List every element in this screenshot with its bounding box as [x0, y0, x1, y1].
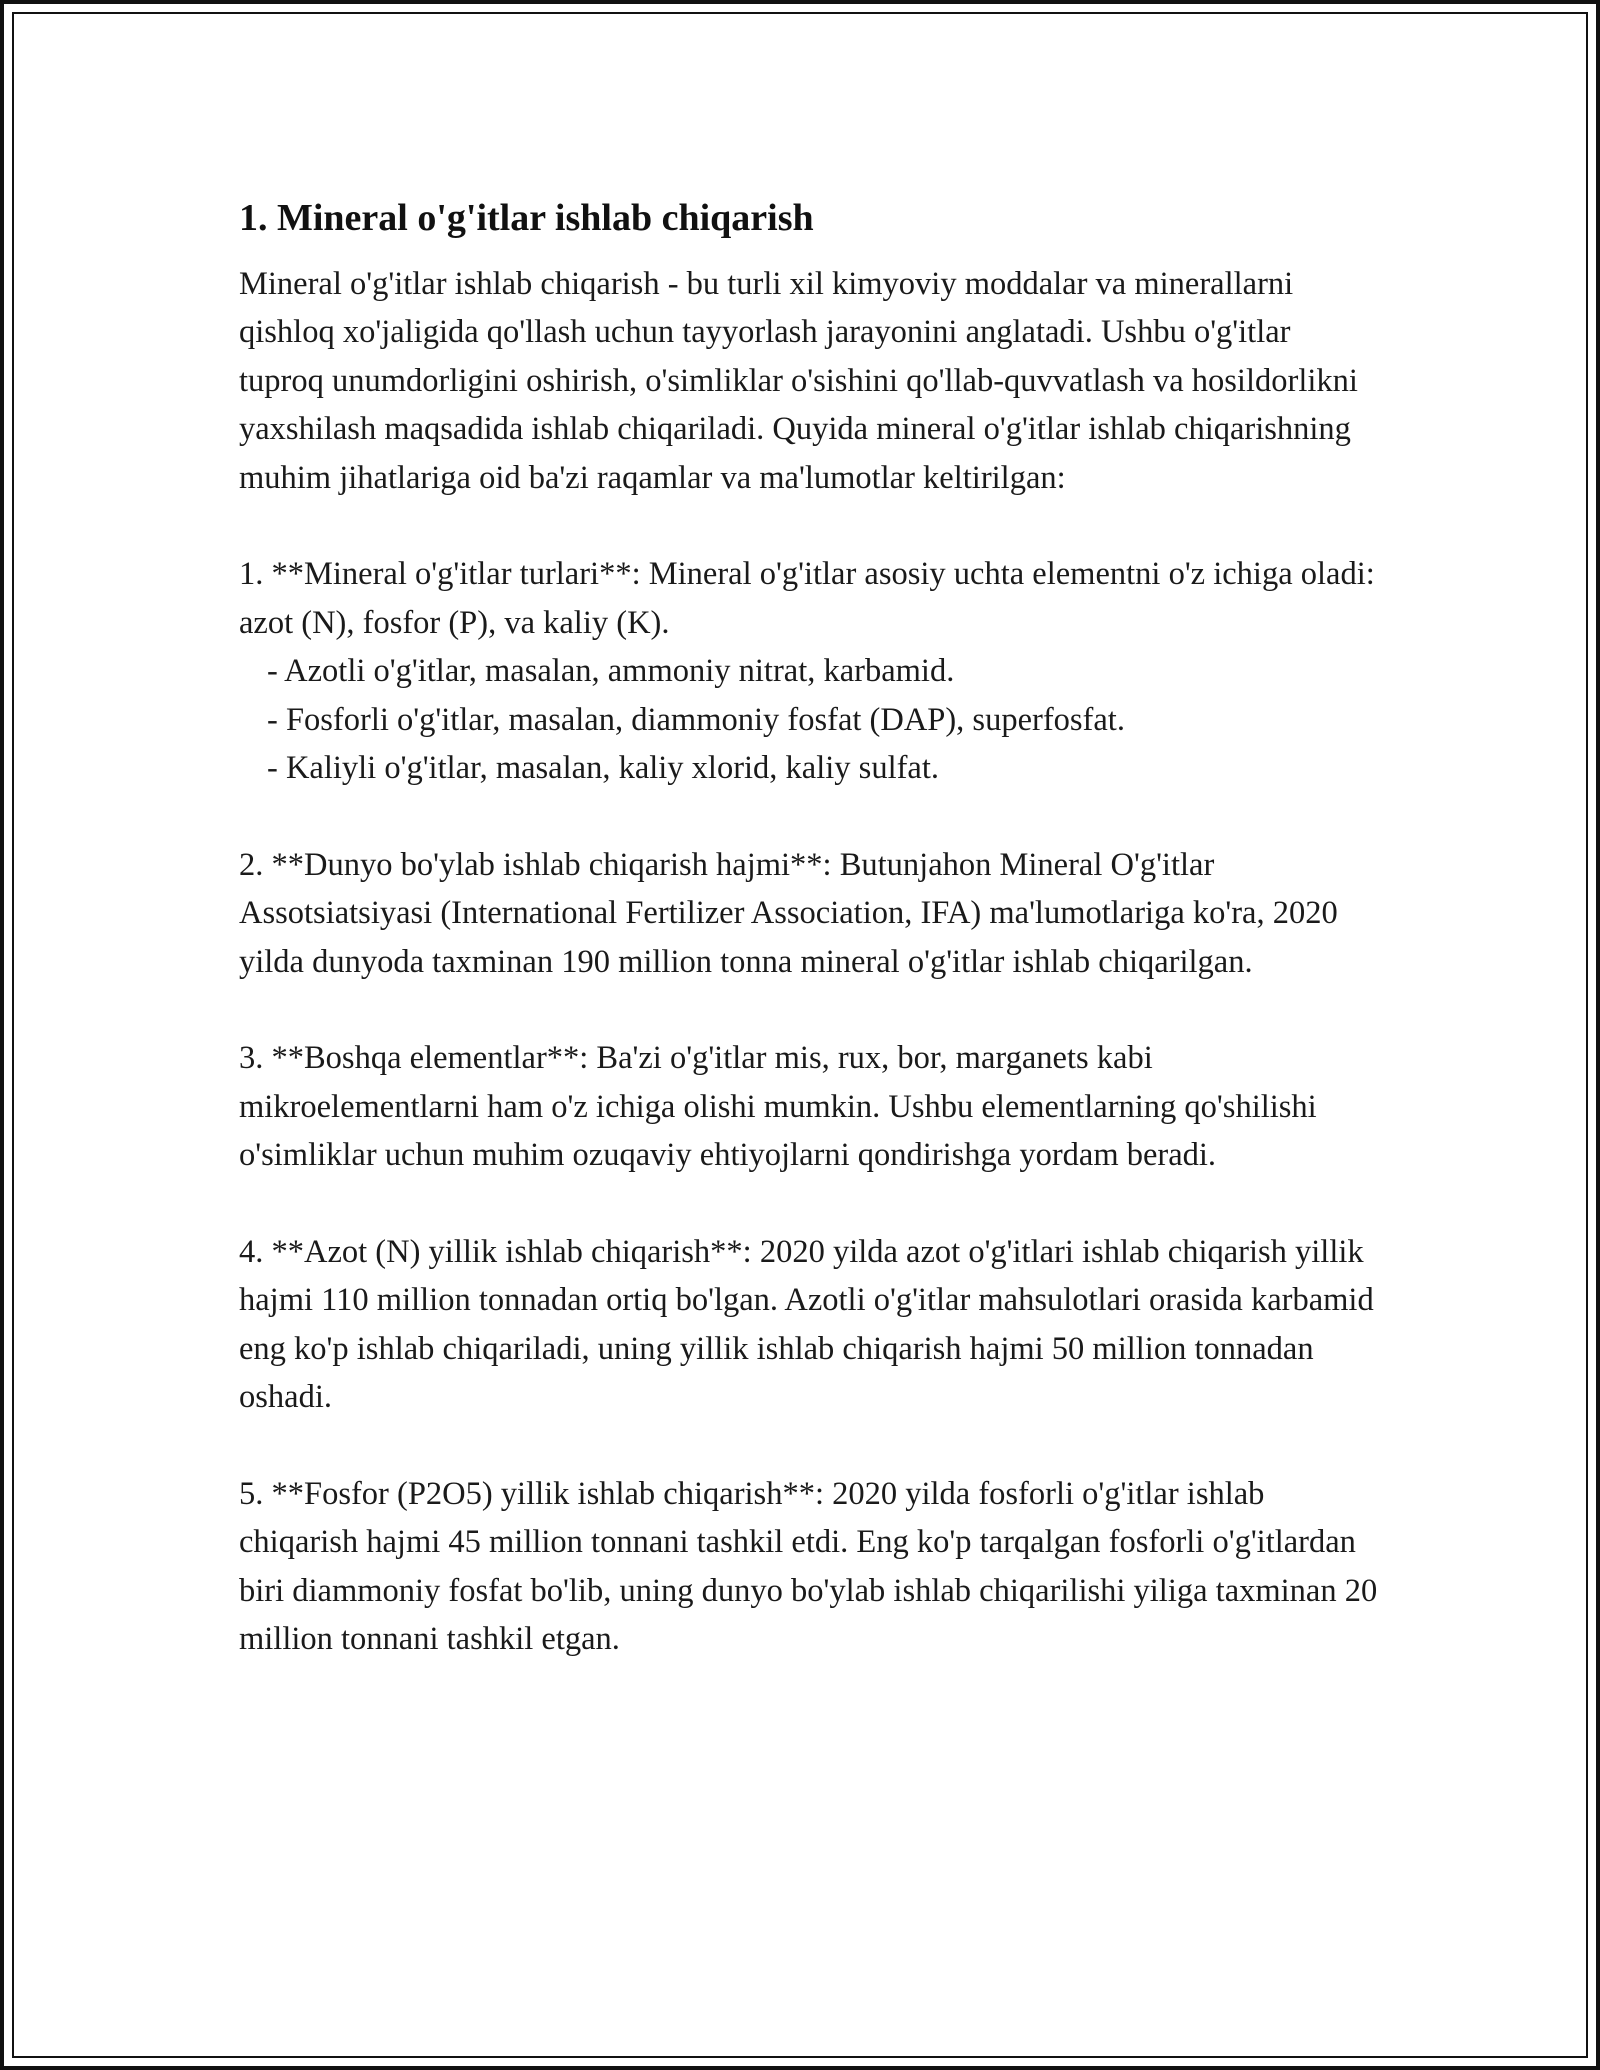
list-item-text: 4. **Azot (N) yillik ishlab chiqarish**: 2020 yilda azot o'g'itlari ishlab chiqarish yillik hajmi 110 million tonnadan ortiq bo'lgan. Azotli o'g'itlar mahsulotlari orasida karbamid eng ko'p ishlab chiqariladi, uning yillik ishlab chiqarish hajmi 50 million tonnadan oshadi. [239, 1234, 1374, 1416]
sub-list-item: - Azotli o'g'itlar, masalan, ammoniy nitrat, karbamid. [267, 653, 955, 690]
list-item [239, 1034, 1379, 1179]
list-item [239, 1228, 1379, 1422]
list-item-text: 5. **Fosfor (P2O5) yillik ishlab chiqarish**: 2020 yilda fosforli o'g'itlar ishlab chiqarish hajmi 45 million tonnani tashkil etdi. Eng ko'p tarqalgan fosforli o'g'itlardan biri diammoniy fosfat bo'lib, uning dunyo bo'ylab ishlab chiqarilishi yiliga taxminan 20 million tonnani tashkil etgan. [239, 1476, 1378, 1658]
list-item-text: 3. **Boshqa elementlar**: Ba'zi o'g'itlar mis, rux, bor, marganets kabi mikroelementlarni ham o'z ichiga olishi mumkin. Ushbu elementlarning qo'shilishi o'simliklar uchun muhim ozuqaviy ehtiyojlarni qondirishga yordam beradi. [239, 1040, 1317, 1174]
list-item-text: 1. **Mineral o'g'itlar turlari**: Mineral o'g'itlar asosiy uchta elementni o'z ichiga oladi: azot (N), fosfor (P), va kaliy (K). [239, 556, 1375, 641]
document-body [239, 186, 1379, 1712]
sub-list-item: - Fosforli o'g'itlar, masalan, diammoniy fosfat (DAP), superfosfat. [267, 701, 1125, 738]
sub-list-item: - Kaliyli o'g'itlar, masalan, kaliy xlorid, kaliy sulfat. [267, 750, 939, 787]
sub-list [239, 647, 1379, 792]
document-title: 1. Mineral o'g'itlar ishlab chiqarish [239, 197, 814, 239]
list-item [239, 841, 1379, 986]
list-item [239, 550, 1379, 792]
list-item [239, 1470, 1379, 1664]
intro-paragraph: Mineral o'g'itlar ishlab chiqarish - bu turli xil kimyoviy moddalar va minerallarni qishloq xo'jaligida qo'llash uchun tayyorlash jarayonini anglatadi. Ushbu o'g'itlar tuproq unumdorligini oshirish, o'simliklar o'sishini qo'llab-quvvatlash va hosildorlikni yaxshilash maqsadida ishlab chiqariladi. Quyida mineral o'g'itlar ishlab chiqarishning muhim jihatlariga oid ba'zi raqamlar va ma'lumotlar keltirilgan: [239, 266, 1358, 496]
list-item-text: 2. **Dunyo bo'ylab ishlab chiqarish hajmi**: Butunjahon Mineral O'g'itlar Assotsiatsiyasi (International Fertilizer Association, IFA) ma'lumotlariga ko'ra, 2020 yilda dunyoda taxminan 190 million tonna mineral o'g'itlar ishlab chiqarilgan. [239, 846, 1338, 980]
